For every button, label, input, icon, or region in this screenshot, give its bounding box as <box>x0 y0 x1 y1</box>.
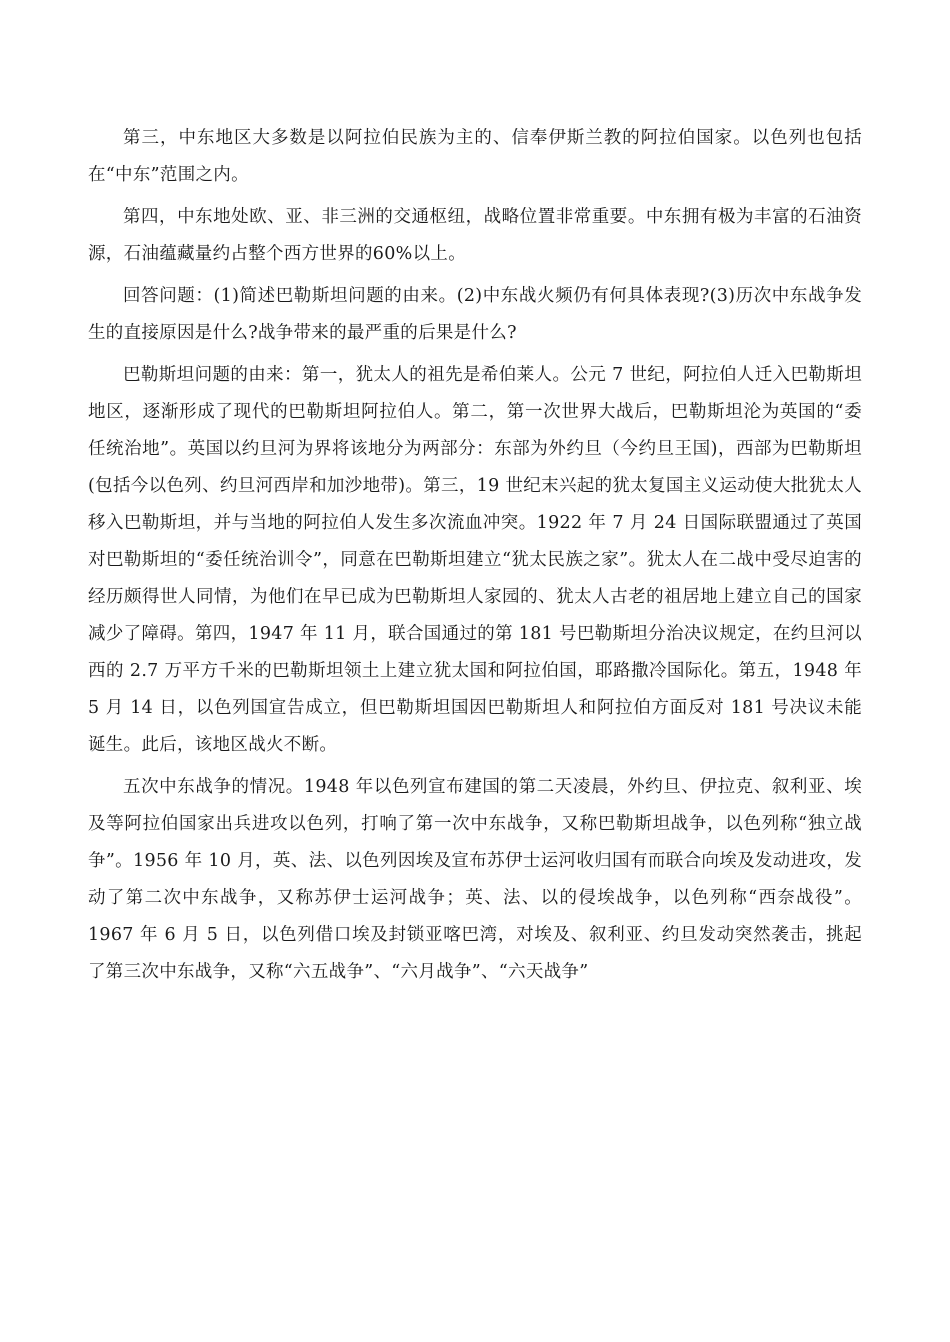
paragraph-middle-east-strategic-position: 第四，中东地处欧、亚、非三洲的交通枢纽，战略位置非常重要。中东拥有极为丰富的石油资源，石油蕴藏量约占整个西方世界的60%以上。 <box>88 207 862 264</box>
paragraph-palestine-origin: 巴勒斯坦问题的由来：第一，犹太人的祖先是希伯莱人。公元 7 世纪，阿拉伯人迁入巴勒斯坦地区，逐渐形成了现代的巴勒斯坦阿拉伯人。第二，第一次世界大战后，巴勒斯坦沦为英国的“委任统治地”。英国以约旦河为界将该地分为两部分：东部为外约旦（今约旦王国)，西部为巴勒斯坦(包括今以色列、约旦河西岸和加沙地带)。第三，19 世纪末兴起的犹太复国主义运动使大批犹太人移入巴勒斯坦，并与当地的阿拉伯人发生多次流血冲突。1922 年 7 月 24 日国际联盟通过了英国对巴勒斯坦的“委任统治训令”，同意在巴勒斯坦建立“犹太民族之家”。犹太人在二战中受尽迫害的经历颇得世人同情，为他们在早已成为巴勒斯坦人家园的、犹太人古老的祖居地上建立自己的国家减少了障碍。第四，1947 年 11 月，联合国通过的第 181 号巴勒斯坦分治决议规定，在约旦河以西的 2.7 万平方千米的巴勒斯坦领土上建立犹太国和阿拉伯国，耶路撒冷国际化。第五，1948 年 5 月 14 日，以色列国宣告成立，但巴勒斯坦国因巴勒斯坦人和阿拉伯方面反对 181 号决议未能诞生。此后，该地区战火不断。 <box>88 365 862 755</box>
document-body <box>88 120 862 996</box>
paragraph-five-wars: 五次中东战争的情况。1948 年以色列宣布建国的第二天凌晨，外约旦、伊拉克、叙利亚、埃及等阿拉伯国家出兵进攻以色列，打响了第一次中东战争，又称巴勒斯坦战争，以色列称“独立战争”。1956 年 10 月，英、法、以色列因埃及宣布苏伊士运河收归国有而联合向埃及发动进攻，发动了第二次中东战争，又称苏伊士运河战争；英、法、以的侵埃战争，以色列称“西奈战役”。1967 年 6 月 5 日，以色列借口埃及封锁亚喀巴湾，对埃及、叙利亚、约旦发动突然袭击，挑起了第三次中东战争，又称“六五战争”、“六月战争”、“六天战争” <box>88 777 862 982</box>
paragraph-middle-east-arab-states: 第三，中东地区大多数是以阿拉伯民族为主的、信奉伊斯兰教的阿拉伯国家。以色列也包括在“中东”范围之内。 <box>88 128 862 185</box>
paragraph-questions: 回答问题：(1)简述巴勒斯坦问题的由来。(2)中东战火频仍有何具体表现?(3)历次中东战争发生的直接原因是什么?战争带来的最严重的后果是什么? <box>88 286 862 343</box>
